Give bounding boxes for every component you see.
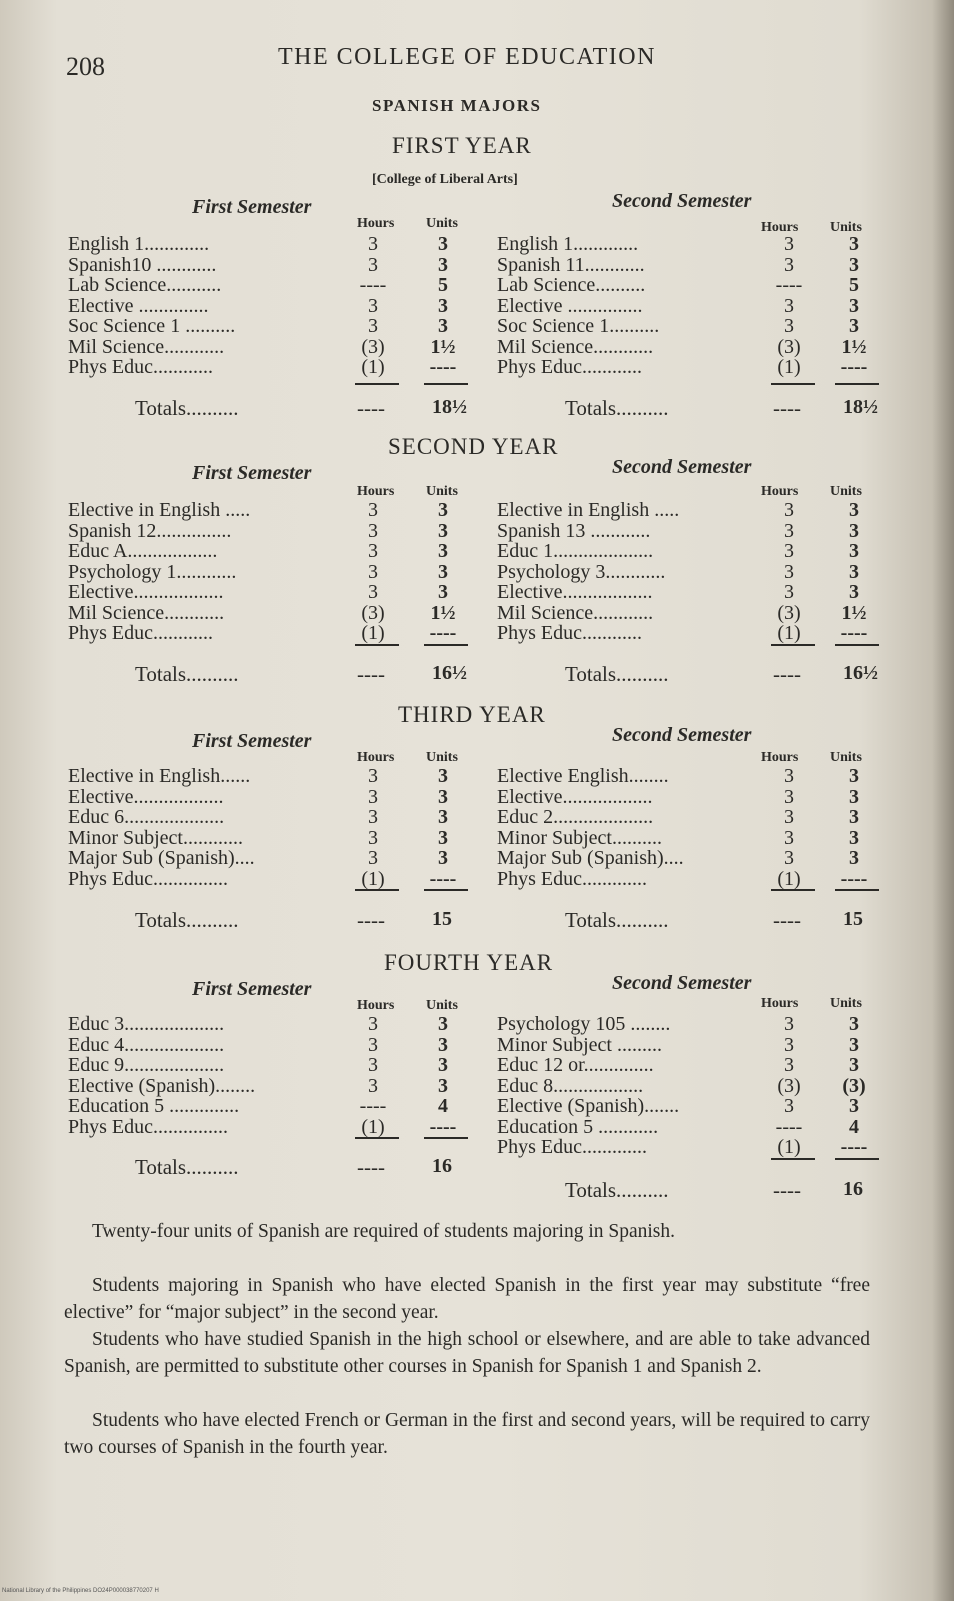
course-row: [0, 255, 954, 276]
course-name: Phys Educ............: [68, 356, 213, 378]
course-row: [0, 357, 954, 378]
totals-label: Totals..........: [565, 1178, 669, 1202]
course-units: 3: [438, 1074, 448, 1097]
course-units: 3: [438, 294, 448, 317]
course-hours: (1): [361, 622, 385, 644]
course-units: 3: [849, 540, 859, 562]
totals-units: 16: [432, 1155, 452, 1177]
course-hours: 3: [368, 1054, 378, 1076]
totals-hours: ----: [773, 662, 801, 686]
course-hours: 3: [784, 847, 794, 869]
course-units: 3: [438, 1013, 448, 1035]
course-row: [0, 521, 954, 542]
course-units: 3: [849, 499, 859, 521]
course-hours: (3): [777, 1074, 801, 1097]
course-name: Minor Subject..........: [497, 826, 662, 849]
semester-heading: Second Semester: [612, 456, 752, 478]
course-hours: 3: [368, 806, 378, 828]
course-name: Educ 12 or..............: [497, 1054, 654, 1076]
course-units: 3: [438, 315, 448, 337]
course-name: Elective (Spanish).......: [497, 1095, 680, 1117]
course-units: 5: [438, 274, 448, 296]
course-hours: (1): [777, 356, 801, 378]
course-units: 4: [438, 1095, 448, 1117]
totals-units: 16½: [432, 662, 467, 684]
scan-footer: National Library of the Philippines DO24P000038770207 H: [2, 1588, 159, 1594]
course-row: [0, 603, 954, 624]
totals-hours: ----: [357, 396, 385, 420]
course-name: Elective..................: [68, 785, 224, 808]
course-units: 3: [849, 765, 859, 787]
total-rule: [771, 1158, 815, 1160]
course-hours: (1): [361, 867, 385, 890]
course-hours: 3: [784, 540, 794, 562]
course-name: Phys Educ...............: [68, 867, 228, 890]
page-number: 208: [66, 52, 105, 81]
course-units: 3: [438, 581, 448, 603]
course-row: [0, 828, 954, 849]
course-hours: 3: [784, 1054, 794, 1076]
course-hours: 3: [368, 1074, 378, 1097]
section-title: SPANISH MAJORS: [372, 96, 542, 115]
total-rule: [355, 383, 399, 385]
paragraph: Twenty-four units of Spanish are required of students majoring in Spanish.: [92, 1221, 675, 1242]
course-hours: (1): [361, 356, 385, 378]
course-hours: 3: [368, 785, 378, 808]
course-units: 3: [849, 1033, 859, 1056]
course-units: 3: [849, 294, 859, 317]
totals-hours: ----: [357, 662, 385, 686]
course-hours: ----: [359, 1095, 387, 1117]
course-name: Phys Educ.............: [497, 1136, 647, 1158]
course-row: [0, 1076, 954, 1097]
course-units: ----: [840, 1136, 868, 1158]
course-name: Educ A..................: [68, 540, 218, 562]
total-rule: [835, 889, 879, 891]
course-units: 3: [849, 233, 859, 255]
course-hours: 3: [368, 1013, 378, 1035]
hours-column-heading: Hours: [761, 484, 799, 499]
hours-column-heading: Hours: [357, 216, 395, 231]
course-hours: 3: [368, 581, 378, 603]
course-name: Soc Science 1..........: [497, 315, 660, 337]
semester-heading: First Semester: [192, 730, 312, 752]
course-units: 3: [849, 806, 859, 828]
hours-column-heading: Hours: [761, 220, 799, 235]
course-hours: 3: [368, 765, 378, 787]
totals-label: Totals..........: [565, 396, 669, 420]
course-row: [0, 787, 954, 808]
paragraph: Students who have elected French or German in the first and second years, will be required to carry two courses of Spanish in the fourth year.: [64, 1410, 870, 1458]
paragraph: Students who have studied Spanish in the high school or elsewhere, and are able to take advanced Spanish, are permitted to substitute other courses in Spanish for Spanish 1 and Spanish 2.: [64, 1329, 870, 1377]
course-name: Mil Science............: [68, 335, 225, 358]
course-name: Elective..................: [497, 785, 653, 808]
course-hours: 3: [368, 519, 378, 542]
course-name: Minor Subject............: [68, 826, 243, 849]
course-hours: (1): [777, 1136, 801, 1158]
course-units: 3: [849, 785, 859, 808]
course-units: 3: [849, 826, 859, 849]
course-name: Phys Educ............: [497, 356, 642, 378]
course-units: 3: [438, 785, 448, 808]
course-hours: 3: [784, 581, 794, 603]
course-name: Elective ..............: [68, 294, 209, 317]
year-title: FOURTH YEAR: [384, 950, 554, 975]
course-units: 3: [438, 560, 448, 583]
course-hours: 3: [784, 560, 794, 583]
course-name: English 1.............: [68, 233, 210, 255]
course-row: [0, 296, 954, 317]
totals-hours: ----: [357, 908, 385, 932]
course-name: Phys Educ............: [497, 622, 642, 644]
course-name: Elective in English .....: [497, 499, 680, 521]
paragraph: Students majoring in Spanish who have elected Spanish in the first year may substitute “free elective” for “major subject” in the second year.: [64, 1275, 870, 1323]
course-name: Major Sub (Spanish)....: [68, 847, 255, 869]
course-hours: ----: [775, 1115, 803, 1138]
course-row: [0, 1117, 954, 1138]
course-units: 3: [438, 806, 448, 828]
course-name: English 1.............: [497, 233, 639, 255]
total-rule: [424, 889, 468, 891]
course-units: 3: [849, 847, 859, 869]
course-name: Elective in English......: [68, 765, 251, 787]
course-name: Lab Science..........: [497, 274, 646, 296]
totals-units: 16½: [843, 662, 878, 684]
year-note: [College of Liberal Arts]: [372, 172, 518, 187]
course-hours: 3: [368, 499, 378, 521]
total-rule: [835, 644, 879, 646]
course-row: [0, 1035, 954, 1056]
course-units: 3: [438, 233, 448, 255]
course-row: [0, 766, 954, 787]
year-title: FIRST YEAR: [392, 133, 532, 158]
course-name: Educ 6....................: [68, 806, 225, 828]
course-name: Spanish 11............: [497, 253, 645, 276]
course-units: ----: [840, 356, 868, 378]
course-units: 3: [438, 765, 448, 787]
total-rule: [771, 644, 815, 646]
totals-label: Totals..........: [135, 1155, 239, 1179]
course-units: ----: [840, 867, 868, 890]
course-row: [0, 1137, 954, 1158]
totals-units: 16: [843, 1178, 863, 1200]
course-name: Major Sub (Spanish)....: [497, 847, 684, 869]
course-row: [0, 337, 954, 358]
course-hours: 3: [368, 315, 378, 337]
course-units: 3: [849, 1054, 859, 1076]
total-rule: [771, 889, 815, 891]
course-hours: 3: [784, 233, 794, 255]
course-hours: 3: [784, 315, 794, 337]
course-hours: 3: [784, 294, 794, 317]
total-rule: [835, 1158, 879, 1160]
course-hours: (3): [777, 335, 801, 358]
course-name: Education 5 ..............: [68, 1095, 240, 1117]
course-name: Spanish10 ............: [68, 253, 217, 276]
course-name: Psychology 105 ........: [497, 1013, 671, 1035]
course-name: Mil Science............: [497, 601, 654, 624]
hours-column-heading: Hours: [761, 996, 799, 1011]
totals-hours: ----: [773, 908, 801, 932]
totals-units: 18½: [432, 396, 467, 418]
units-column-heading: Units: [426, 750, 458, 765]
course-units: 1½: [841, 335, 867, 358]
total-rule: [424, 644, 468, 646]
course-hours: ----: [775, 274, 803, 296]
course-name: Mil Science............: [497, 335, 654, 358]
totals-label: Totals..........: [135, 908, 239, 932]
course-units: 1½: [841, 601, 867, 624]
course-name: Spanish 13 ............: [497, 519, 651, 542]
course-units: 3: [849, 1013, 859, 1035]
course-hours: 3: [784, 806, 794, 828]
course-units: 3: [438, 847, 448, 869]
course-units: 3: [849, 315, 859, 337]
course-name: Psychology 3............: [497, 560, 666, 583]
course-hours: 3: [368, 826, 378, 849]
totals-hours: ----: [773, 1178, 801, 1202]
course-row: [0, 562, 954, 583]
course-name: Educ 2....................: [497, 806, 654, 828]
course-units: ----: [840, 622, 868, 644]
course-row: [0, 582, 954, 603]
course-hours: 3: [368, 294, 378, 317]
course-row: [0, 623, 954, 644]
course-units: 3: [438, 499, 448, 521]
units-column-heading: Units: [426, 484, 458, 499]
course-name: Elective..................: [497, 581, 653, 603]
total-rule: [835, 383, 879, 385]
course-name: Educ 3....................: [68, 1013, 225, 1035]
course-row: [0, 316, 954, 337]
units-column-heading: Units: [830, 220, 862, 235]
course-units: 3: [438, 253, 448, 276]
course-name: Elective (Spanish)........: [68, 1074, 256, 1097]
totals-label: Totals..........: [565, 908, 669, 932]
course-name: Educ 1....................: [497, 540, 654, 562]
course-row: [0, 1055, 954, 1076]
course-units: 3: [438, 826, 448, 849]
course-name: Soc Science 1 ..........: [68, 315, 236, 337]
course-hours: 3: [368, 560, 378, 583]
semester-heading: Second Semester: [612, 190, 752, 212]
course-hours: ----: [359, 274, 387, 296]
course-name: Lab Science...........: [68, 274, 222, 296]
course-name: Mil Science............: [68, 601, 225, 624]
course-units: 3: [438, 540, 448, 562]
course-hours: 3: [784, 519, 794, 542]
course-name: Phys Educ............: [68, 622, 213, 644]
course-hours: 3: [368, 540, 378, 562]
course-units: 1½: [430, 601, 456, 624]
course-name: Phys Educ...............: [68, 1115, 228, 1138]
course-row: [0, 807, 954, 828]
semester-heading: First Semester: [192, 978, 312, 1000]
course-name: Elective English........: [497, 765, 669, 787]
course-hours: (1): [777, 622, 801, 644]
course-hours: 3: [784, 1095, 794, 1117]
course-hours: (3): [361, 601, 385, 624]
course-hours: (3): [361, 335, 385, 358]
semester-heading: Second Semester: [612, 724, 752, 746]
course-name: Minor Subject .........: [497, 1033, 662, 1056]
units-column-heading: Units: [830, 484, 862, 499]
total-rule: [424, 383, 468, 385]
course-hours: (1): [361, 1115, 385, 1138]
course-hours: 3: [368, 253, 378, 276]
semester-heading: First Semester: [192, 196, 312, 218]
course-units: 1½: [430, 335, 456, 358]
year-title: SECOND YEAR: [388, 434, 559, 459]
course-units: 3: [438, 1054, 448, 1076]
course-name: Spanish 12...............: [68, 519, 232, 542]
total-rule: [355, 644, 399, 646]
course-row: [0, 500, 954, 521]
course-units: 4: [849, 1115, 859, 1138]
course-name: Elective..................: [68, 581, 224, 603]
totals-units: 18½: [843, 396, 878, 418]
course-hours: 3: [784, 1033, 794, 1056]
totals-label: Totals..........: [565, 662, 669, 686]
course-units: 3: [438, 1033, 448, 1056]
hours-column-heading: Hours: [357, 750, 395, 765]
totals-label: Totals..........: [135, 396, 239, 420]
course-name: Elective ...............: [497, 294, 643, 317]
course-hours: 3: [784, 1013, 794, 1035]
course-hours: 3: [784, 499, 794, 521]
course-row: [0, 541, 954, 562]
units-column-heading: Units: [830, 750, 862, 765]
course-name: Educ 9....................: [68, 1054, 225, 1076]
course-units: (3): [842, 1074, 866, 1097]
course-name: Elective in English .....: [68, 499, 251, 521]
hours-column-heading: Hours: [357, 998, 395, 1013]
totals-units: 15: [432, 908, 452, 930]
course-units: ----: [429, 1115, 457, 1138]
totals-hours: ----: [773, 396, 801, 420]
course-units: ----: [429, 622, 457, 644]
course-hours: 3: [784, 785, 794, 808]
course-row: [0, 275, 954, 296]
course-hours: (1): [777, 867, 801, 890]
total-rule: [355, 889, 399, 891]
course-hours: (3): [777, 601, 801, 624]
course-units: 3: [438, 519, 448, 542]
total-rule: [771, 383, 815, 385]
hours-column-heading: Hours: [761, 750, 799, 765]
course-units: 3: [849, 1095, 859, 1117]
units-column-heading: Units: [426, 216, 458, 231]
totals-units: 15: [843, 908, 863, 930]
course-hours: 3: [368, 233, 378, 255]
semester-heading: Second Semester: [612, 972, 752, 994]
course-units: ----: [429, 356, 457, 378]
course-row: [0, 848, 954, 869]
course-name: Phys Educ.............: [497, 867, 647, 890]
course-row: [0, 869, 954, 890]
course-units: 3: [849, 253, 859, 276]
units-column-heading: Units: [830, 996, 862, 1011]
totals-hours: ----: [357, 1155, 385, 1179]
course-name: Educ 4....................: [68, 1033, 225, 1056]
course-row: [0, 234, 954, 255]
course-name: Education 5 ............: [497, 1115, 659, 1138]
course-hours: 3: [784, 826, 794, 849]
course-units: 3: [849, 560, 859, 583]
course-hours: 3: [784, 765, 794, 787]
course-hours: 3: [368, 847, 378, 869]
course-hours: 3: [368, 1033, 378, 1056]
course-name: Psychology 1............: [68, 560, 237, 583]
year-title: THIRD YEAR: [398, 702, 546, 727]
semester-heading: First Semester: [192, 462, 312, 484]
totals-label: Totals..........: [135, 662, 239, 686]
course-units: 3: [849, 581, 859, 603]
course-units: 3: [849, 519, 859, 542]
units-column-heading: Units: [426, 998, 458, 1013]
running-head: THE COLLEGE OF EDUCATION: [278, 44, 656, 70]
course-units: ----: [429, 867, 457, 890]
course-units: 5: [849, 274, 859, 296]
hours-column-heading: Hours: [357, 484, 395, 499]
course-name: Educ 8..................: [497, 1074, 644, 1097]
course-hours: 3: [784, 253, 794, 276]
course-row: [0, 1096, 954, 1117]
course-row: [0, 1014, 954, 1035]
